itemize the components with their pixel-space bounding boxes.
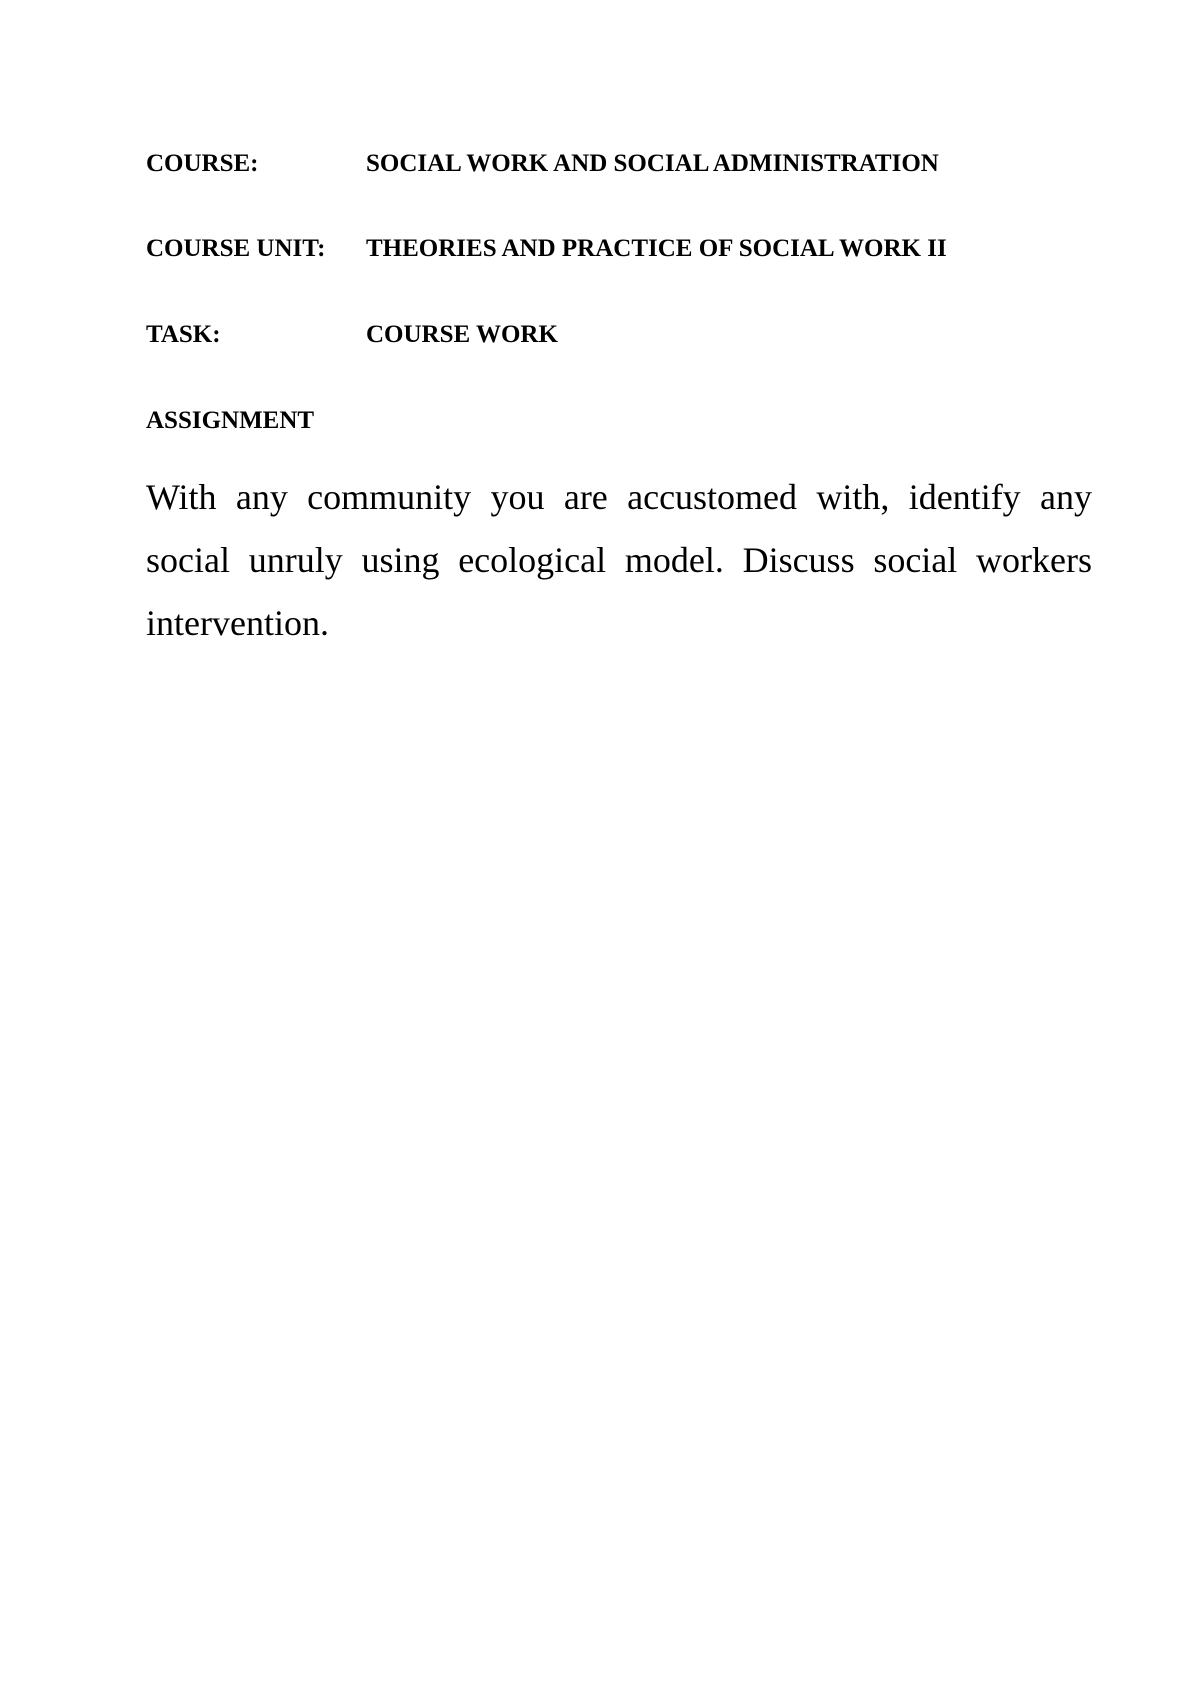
course-unit-row xyxy=(146,232,1106,266)
task-label: TASK: xyxy=(146,321,221,348)
course-unit-value: THEORIES AND PRACTICE OF SOCIAL WORK II xyxy=(366,235,947,262)
course-label: COURSE: xyxy=(146,150,259,177)
assignment-heading: ASSIGNMENT xyxy=(146,407,315,434)
course-unit-label: COURSE UNIT: xyxy=(146,235,326,262)
task-value: COURSE WORK xyxy=(366,321,558,348)
course-value: SOCIAL WORK AND SOCIAL ADMINISTRATION xyxy=(366,150,939,177)
assignment-text: With any community you are accustomed with, identify any social unruly using ecological model. Discuss social workers intervention. xyxy=(146,477,1092,643)
task-row xyxy=(146,318,1106,352)
course-row xyxy=(146,147,1106,181)
